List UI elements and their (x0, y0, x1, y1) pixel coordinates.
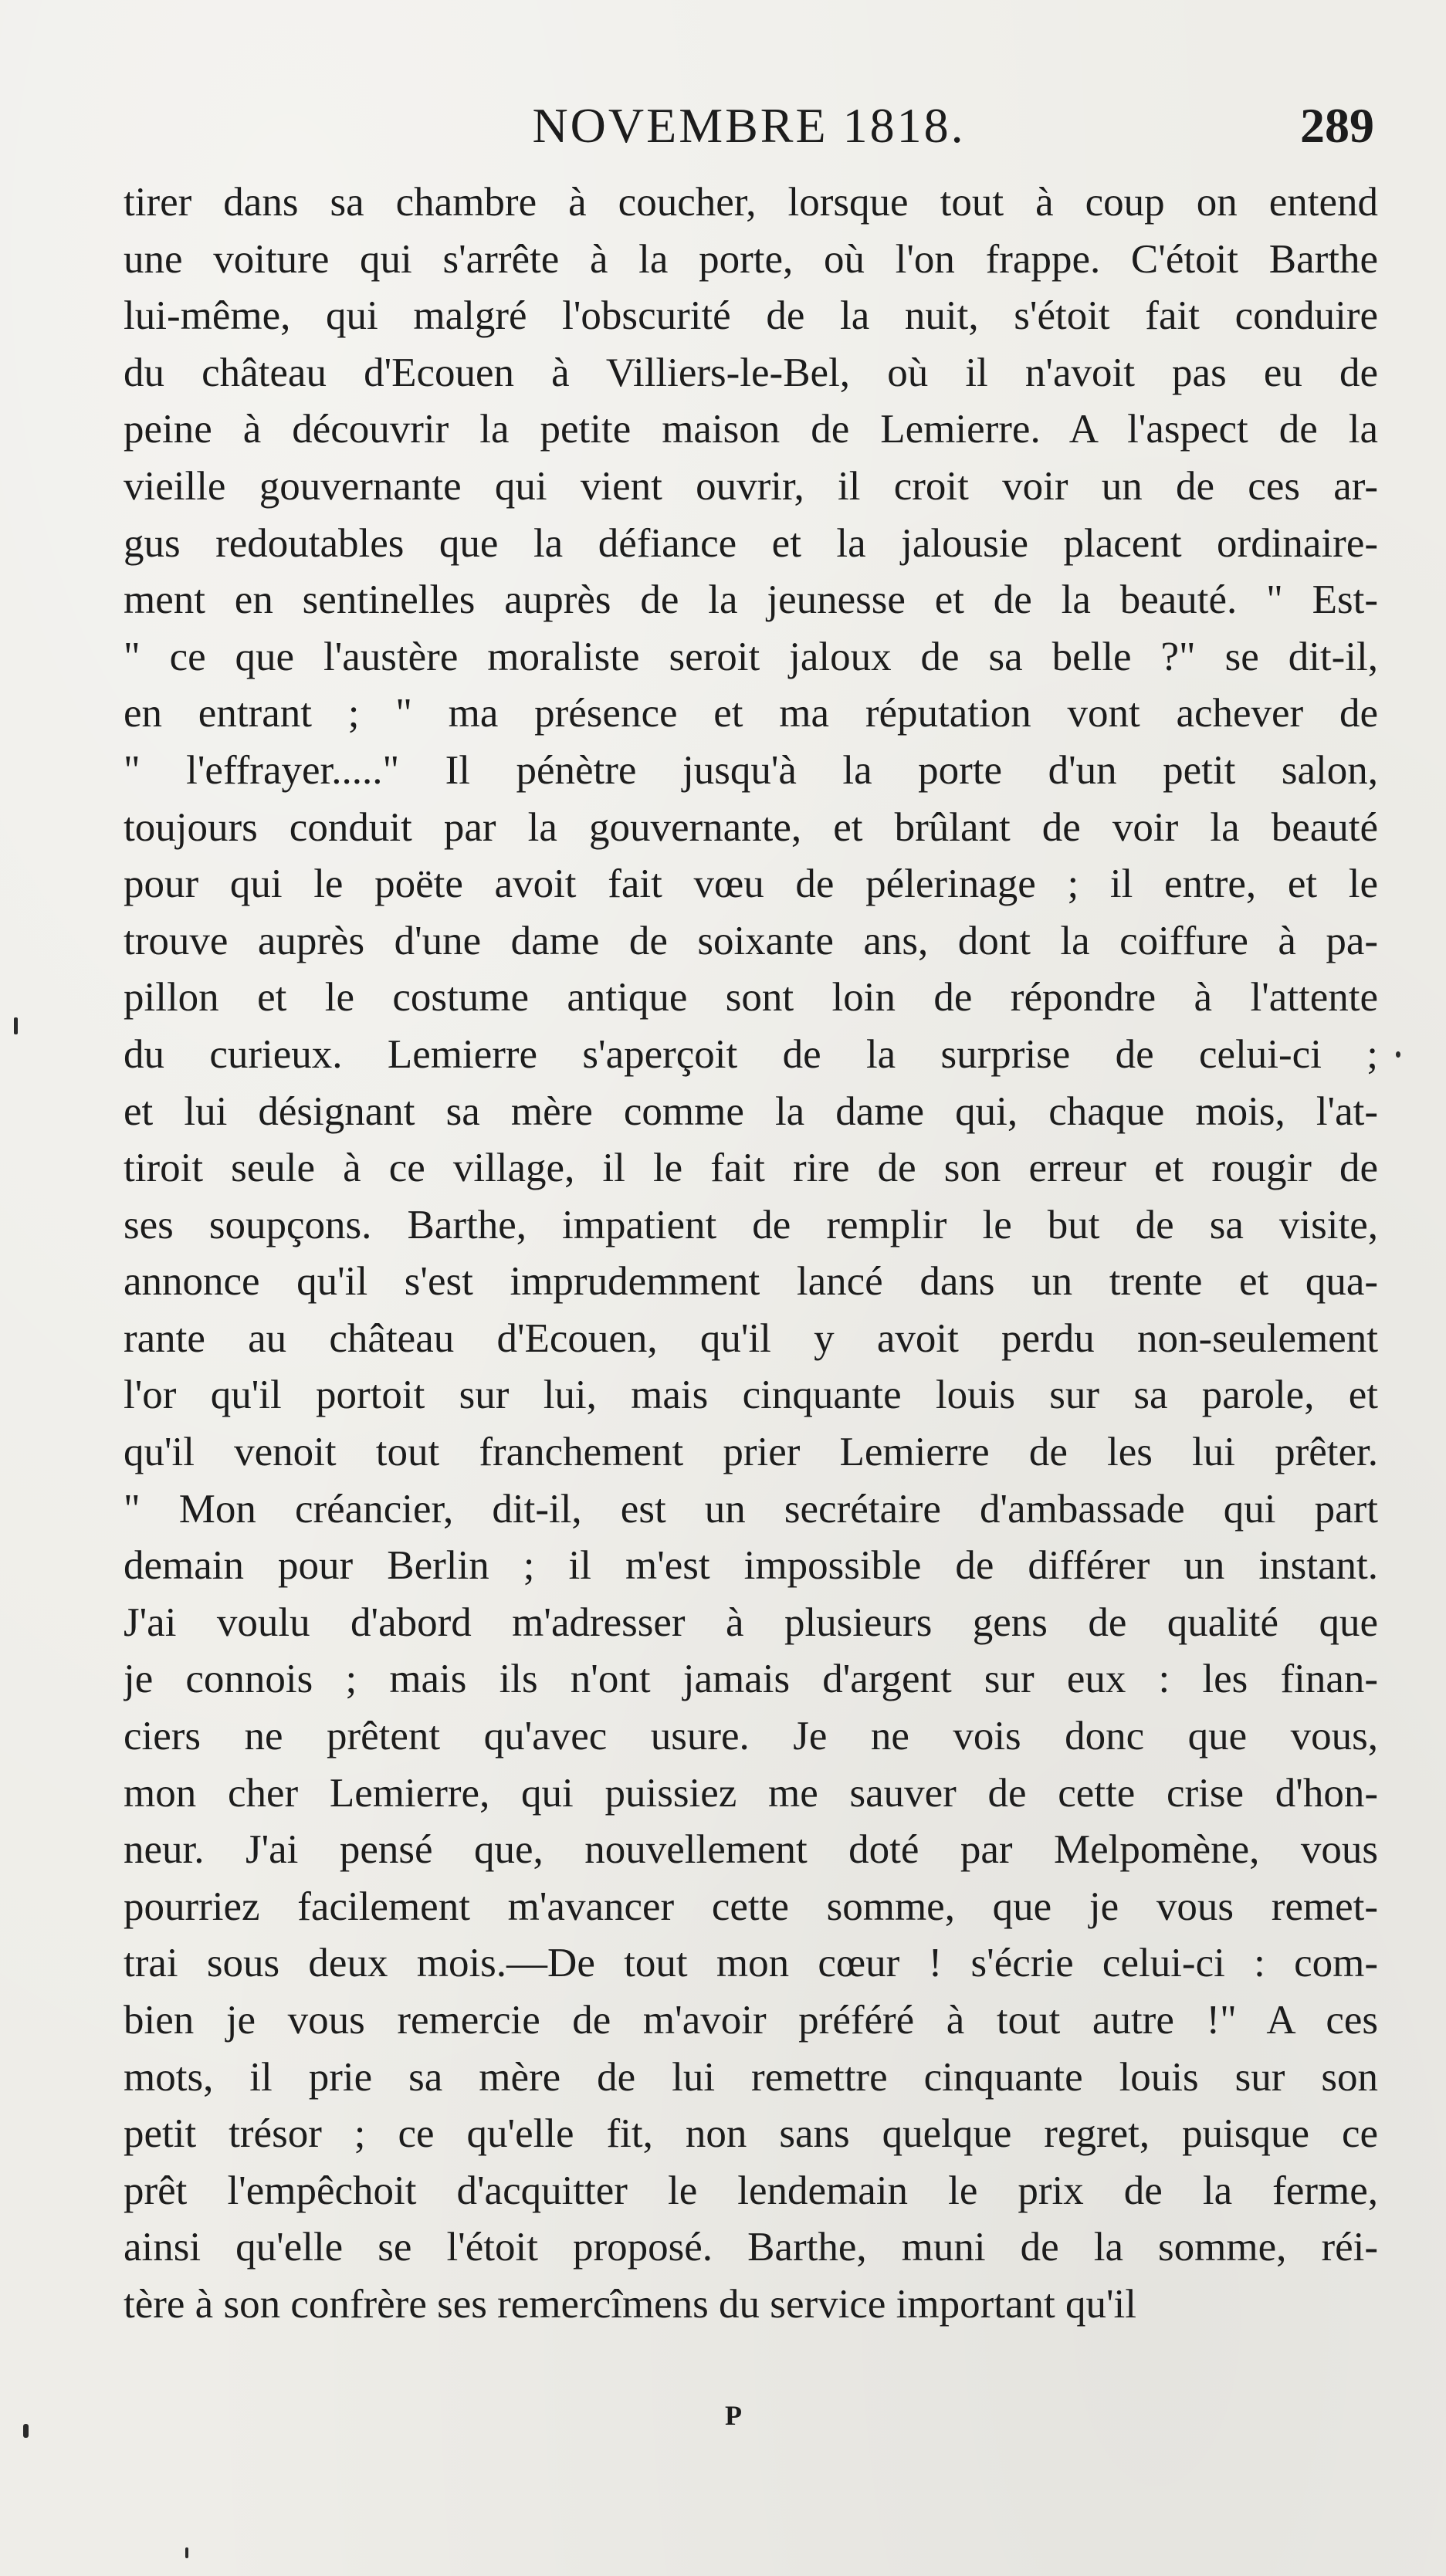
text-line: prêt l'empêchoit d'acquitter le lendemain le prix de la ferme, (124, 2168, 1378, 2213)
text-line: une voiture qui s'arrête à la porte, où l'on frappe. C'étoit Barthe (124, 236, 1378, 282)
text-line: " Mon créancier, dit-il, est un secrétaire d'ambassade qui part (124, 1486, 1378, 1532)
ink-speck (1396, 1051, 1400, 1058)
text-line: J'ai voulu d'abord m'adresser à plusieurs gens de qualité que (124, 1599, 1378, 1645)
text-line: ainsi qu'elle se l'étoit proposé. Barthe, muni de la somme, réi- (124, 2225, 1378, 2270)
text-line: pour qui le poëte avoit fait vœu de pélerinage ; il entre, et le (124, 861, 1378, 907)
text-line: rante au château d'Ecouen, qu'il y avoit perdu non-seulement (124, 1315, 1378, 1361)
text-line: ment en sentinelles auprès de la jeunesse et de la beauté. " Est- (124, 577, 1378, 623)
text-line: trai sous deux mois.—De tout mon cœur ! s'écrie celui-ci : com- (124, 1941, 1378, 1986)
text-line: tère à son confrère ses remercîmens du service important qu'il (124, 2281, 1136, 2327)
running-head: NOVEMBRE 1818. (532, 98, 966, 153)
ink-speck (185, 2547, 188, 2558)
text-line: gus redoutables que la défiance et la jalousie placent ordinaire- (124, 520, 1378, 566)
ink-speck (23, 2424, 29, 2438)
text-line: en entrant ; " ma présence et ma réputation vont achever de (124, 691, 1378, 736)
text-line: vieille gouvernante qui vient ouvrir, il croit voir un de ces ar- (124, 463, 1378, 509)
ink-speck (14, 1017, 18, 1034)
text-line: je connois ; mais ils n'ont jamais d'argent sur eux : les finan- (124, 1657, 1378, 1702)
text-line: du curieux. Lemierre s'aperçoit de la surprise de celui-ci ; (124, 1031, 1378, 1077)
text-line: demain pour Berlin ; il m'est impossible de différer un instant. (124, 1543, 1378, 1589)
text-line: pourriez facilement m'avancer cette somme, que je vous remet- (124, 1884, 1378, 1929)
text-line: peine à découvrir la petite maison de Lemierre. A l'aspect de la (124, 407, 1378, 452)
text-line: et lui désignant sa mère comme la dame qui, chaque mois, l'at- (124, 1088, 1378, 1134)
text-line: tiroit seule à ce village, il le fait rire de son erreur et rougir de (124, 1146, 1378, 1191)
text-line: tirer dans sa chambre à coucher, lorsque tout à coup on entend (124, 180, 1378, 225)
text-line: du château d'Ecouen à Villiers-le-Bel, où il n'avoit pas eu de (124, 350, 1378, 395)
text-line: ciers ne prêtent qu'avec usure. Je ne vois donc que vous, (124, 1714, 1378, 1759)
text-line: lui-même, qui malgré l'obscurité de la nuit, s'étoit fait conduire (124, 293, 1378, 339)
text-line: " ce que l'austère moraliste seroit jaloux de sa belle ?" se dit-il, (124, 634, 1378, 679)
body-text (124, 174, 1378, 2334)
text-line: " l'effrayer....." Il pénètre jusqu'à la porte d'un petit salon, (124, 747, 1378, 793)
text-line: mots, il prie sa mère de lui remettre cinquante louis sur son (124, 2054, 1378, 2100)
page-header (124, 91, 1374, 161)
signature-mark: P (725, 2400, 742, 2431)
text-line: trouve auprès d'une dame de soixante ans, dont la coiffure à pa- (124, 918, 1378, 963)
page-number: 289 (1300, 98, 1374, 153)
text-line: mon cher Lemierre, qui puissiez me sauver de cette crise d'hon- (124, 1770, 1378, 1816)
text-line: toujours conduit par la gouvernante, et brûlant de voir la beauté (124, 804, 1378, 850)
text-line: neur. J'ai pensé que, nouvellement doté par Melpomène, vous (124, 1827, 1378, 1873)
text-line: bien je vous remercie de m'avoir préféré à tout autre !" A ces (124, 1998, 1378, 2043)
text-line: annonce qu'il s'est imprudemment lancé dans un trente et qua- (124, 1259, 1378, 1305)
text-line: ses soupçons. Barthe, impatient de remplir le but de sa visite, (124, 1202, 1378, 1247)
text-line: l'or qu'il portoit sur lui, mais cinquante louis sur sa parole, et (124, 1373, 1378, 1418)
text-line: petit trésor ; ce qu'elle fit, non sans quelque regret, puisque ce (124, 2111, 1378, 2157)
text-line: pillon et le costume antique sont loin de répondre à l'attente (124, 975, 1378, 1021)
text-line: qu'il venoit tout franchement prier Lemierre de les lui prêter. (124, 1430, 1378, 1475)
